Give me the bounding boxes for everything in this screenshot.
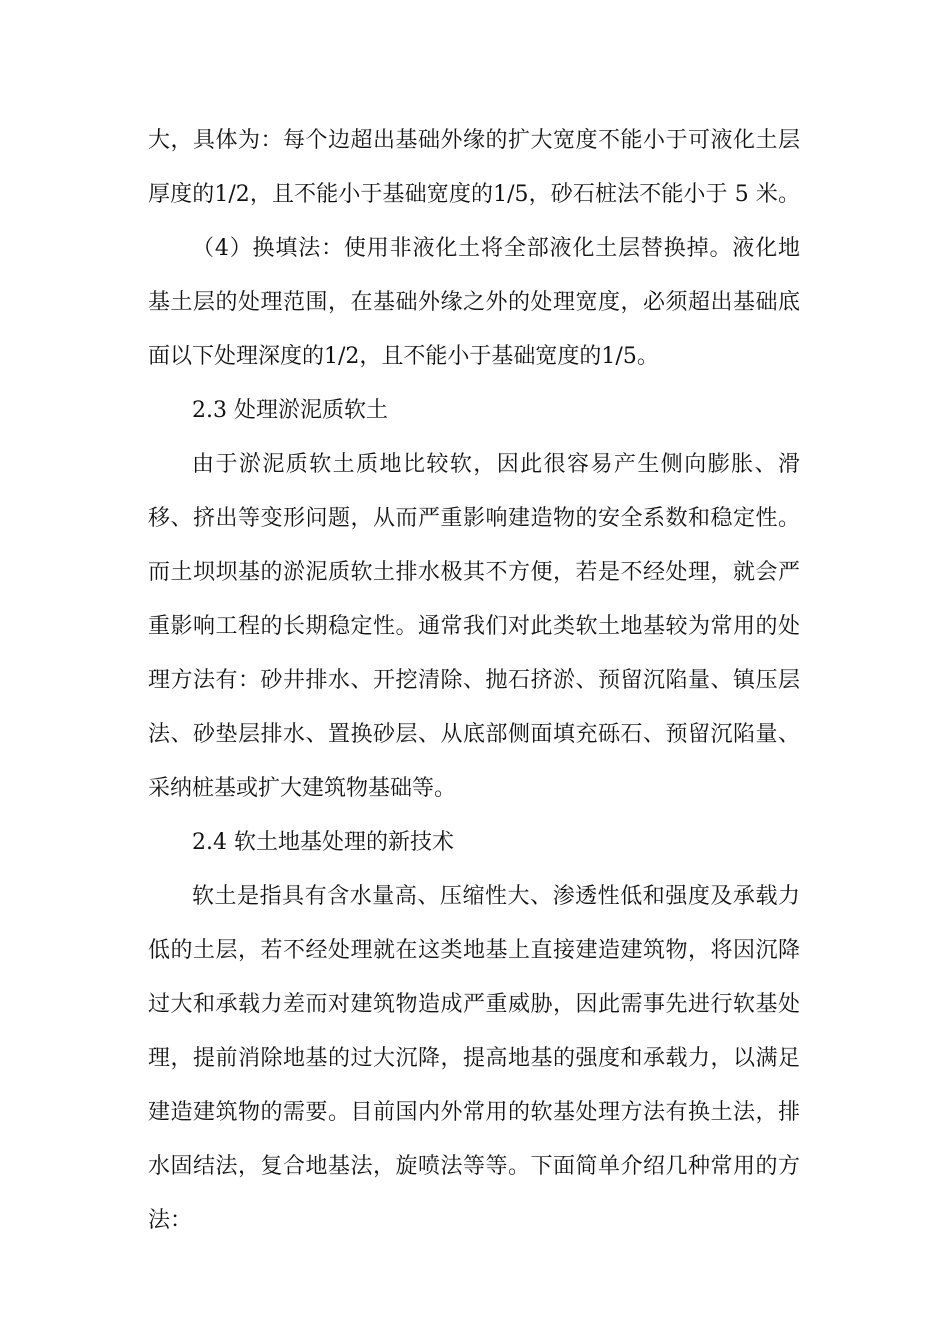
paragraph-line: 理方法有：砂井排水、开挖清除、抛石挤淤、预留沉陷量、镇压层	[148, 668, 800, 693]
section-heading-2-3: 2.3 处理淤泥质软土	[192, 398, 388, 423]
paragraph-line: 由于淤泥质软土质地比较软，因此很容易产生侧向膨胀、滑	[192, 452, 800, 477]
paragraph-line: 大，具体为：每个边超出基础外缘的扩大宽度不能小于可液化土层	[148, 128, 800, 153]
paragraph-line: （4）换填法：使用非液化土将全部液化土层替换掉。液化地	[192, 236, 800, 261]
paragraph-line: 软土是指具有含水量高、压缩性大、渗透性低和强度及承载力	[192, 884, 800, 909]
paragraph-line: 过大和承载力差而对建筑物造成严重威胁，因此需事先进行软基处	[148, 992, 800, 1017]
paragraph-line: 移、挤出等变形问题，从而严重影响建造物的安全系数和稳定性。	[148, 506, 800, 531]
paragraph-line: 建造建筑物的需要。目前国内外常用的软基处理方法有换土法，排	[148, 1100, 800, 1125]
paragraph-line: 采纳桩基或扩大建筑物基础等。	[148, 776, 457, 801]
paragraph-line: 基土层的处理范围，在基础外缘之外的处理宽度，必须超出基础底	[148, 290, 800, 315]
paragraph-line: 法、砂垫层排水、置换砂层、从底部侧面填充砾石、预留沉陷量、	[148, 722, 800, 747]
paragraph-line: 厚度的1/2，且不能小于基础宽度的1/5，砂石桩法不能小于 5 米。	[148, 182, 800, 207]
document-body	[148, 114, 800, 1248]
paragraph-line: 理，提前消除地基的过大沉降，提高地基的强度和承载力，以满足	[148, 1046, 800, 1071]
paragraph-line: 面以下处理深度的1/2，且不能小于基础宽度的1/5。	[148, 344, 659, 369]
paragraph-line: 法：	[148, 1208, 193, 1233]
paragraph-line: 而土坝坝基的淤泥质软土排水极其不方便，若是不经处理，就会严	[148, 560, 800, 585]
section-heading-2-4: 2.4 软土地基处理的新技术	[192, 830, 454, 855]
paragraph-line: 水固结法，复合地基法，旋喷法等等。下面简单介绍几种常用的方	[148, 1154, 800, 1179]
paragraph-line: 重影响工程的长期稳定性。通常我们对此类软土地基较为常用的处	[148, 614, 800, 639]
paragraph-line: 低的土层，若不经处理就在这类地基上直接建造建筑物，将因沉降	[148, 938, 800, 963]
